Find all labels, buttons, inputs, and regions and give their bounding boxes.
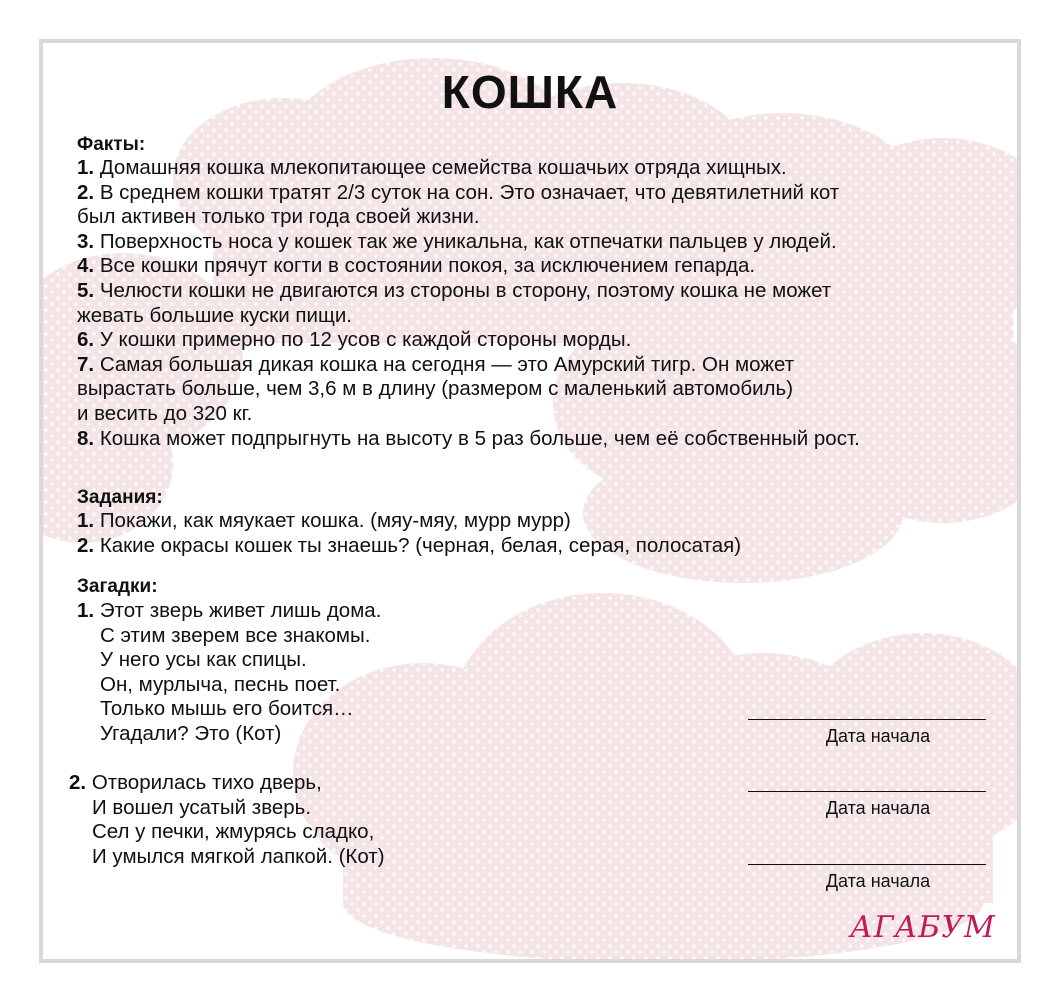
riddle-line: С этим зверем все знакомы. <box>100 623 371 647</box>
riddle-line: Этот зверь живет лишь дома. <box>99 599 382 622</box>
riddle-number: 1. <box>77 599 95 622</box>
start-date-label-2: Дата начала <box>825 798 931 818</box>
task-item <box>77 534 741 558</box>
start-date-line-3 <box>748 864 986 865</box>
tasks-heading: Задания: <box>77 487 163 508</box>
riddle-first-line <box>69 771 322 795</box>
fact-item <box>77 353 794 377</box>
riddles-heading: Загадки: <box>77 576 158 597</box>
start-date-label-3: Дата начала <box>825 871 931 891</box>
fact-text: Челюсти кошки не двигаются из стороны в сторону, поэтому кошка не может <box>99 279 832 302</box>
worksheet-content <box>43 43 1017 959</box>
task-text: Какие окрасы кошек ты знаешь? (черная, белая, серая, полосатая) <box>99 533 742 557</box>
fact-number: 3. <box>77 229 95 253</box>
fact-text: В среднем кошки тратят 2/3 суток на сон. Это означает, что девятилетний кот <box>99 180 840 204</box>
fact-text: Поверхность носа у кошек так же уникальна, как отпечатки пальцев у людей. <box>99 229 837 253</box>
riddle-line: Отворилась тихо дверь, <box>91 771 322 794</box>
fact-continuation: вырастать больше, чем 3,6 м в длину (размером с маленький автомобиль) <box>77 377 794 401</box>
riddle-number: 2. <box>69 771 87 794</box>
riddle-line: Он, мурлыча, песнь поет. <box>100 672 341 696</box>
riddle-line: И вошел усатый зверь. <box>92 795 312 819</box>
task-item <box>77 509 571 533</box>
fact-item <box>77 181 839 205</box>
fact-text: Все кошки прячут когти в состоянии покоя, за исключением гепарда. <box>99 254 756 278</box>
fact-text: Кошка может подпрыгнуть на высоту в 5 раз больше, чем её собственный рост. <box>99 426 860 450</box>
fact-number: 8. <box>77 426 95 450</box>
riddle-line: И умылся мягкой лапкой. (Кот) <box>92 844 385 868</box>
start-date-label-1: Дата начала <box>825 726 931 746</box>
start-date-line-1 <box>748 719 986 720</box>
task-text: Покажи, как мяукает кошка. (мяу-мяу, мурр мурр) <box>99 509 571 532</box>
start-date-line-2 <box>748 791 986 792</box>
task-number: 2. <box>77 533 95 557</box>
fact-text: Самая большая дикая кошка на сегодня — это Амурский тигр. Он может <box>99 352 795 376</box>
fact-number: 2. <box>77 180 95 204</box>
fact-item <box>77 328 631 352</box>
fact-item <box>77 427 860 451</box>
riddle-line: У него усы как спицы. <box>100 648 307 672</box>
fact-number: 4. <box>77 254 95 278</box>
agabum-logo <box>848 905 998 945</box>
logo-text: АГАБУМ <box>850 910 996 945</box>
fact-item <box>77 254 755 278</box>
page-title: КОШКА <box>441 66 619 118</box>
worksheet-card <box>39 39 1021 963</box>
fact-text: У кошки примерно по 12 усов с каждой стороны морды. <box>99 328 632 352</box>
fact-number: 5. <box>77 279 95 302</box>
fact-text: Домашняя кошка млекопитающее семейства кошачьих отряда хищных. <box>99 156 787 179</box>
task-number: 1. <box>77 509 95 532</box>
fact-number: 7. <box>77 352 95 376</box>
fact-item <box>77 156 787 180</box>
fact-continuation: жевать большие куски пищи. <box>77 303 352 327</box>
fact-item <box>77 230 837 254</box>
facts-heading: Факты: <box>77 134 146 155</box>
riddle-first-line <box>77 599 381 623</box>
riddle-line: Сел у печки, жмурясь сладко, <box>92 820 375 844</box>
fact-continuation: был активен только три года своей жизни. <box>77 205 480 229</box>
fact-continuation: и весить до 320 кг. <box>77 402 253 425</box>
riddle-line: Только мышь его боится… <box>100 697 354 721</box>
riddle-line: Угадали? Это (Кот) <box>100 722 282 745</box>
fact-number: 1. <box>77 156 95 179</box>
fact-item <box>77 279 831 303</box>
fact-number: 6. <box>77 328 95 352</box>
